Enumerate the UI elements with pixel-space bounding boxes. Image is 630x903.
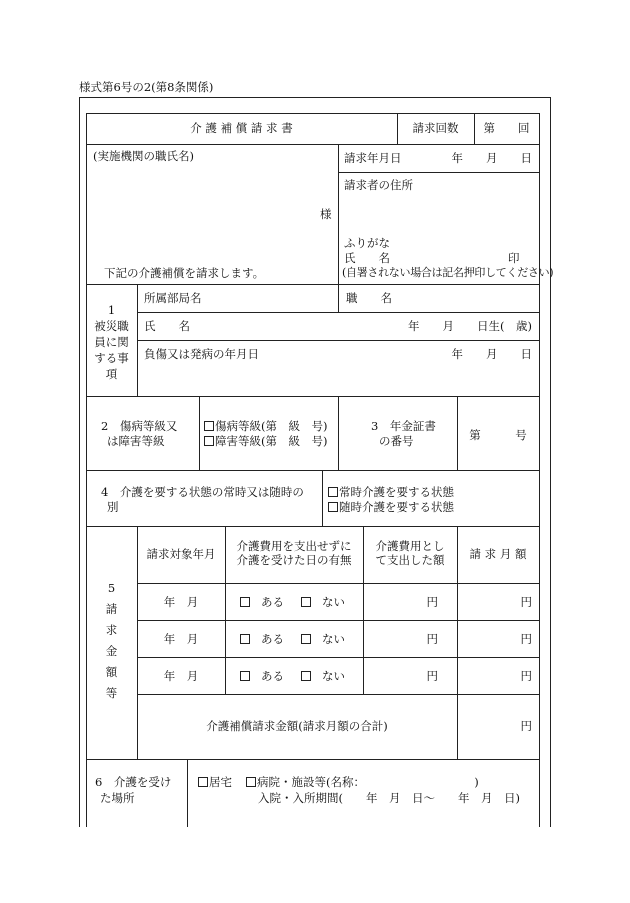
injury-date-label: 負傷又は発病の年月日 [144,347,259,361]
total-amount-field[interactable]: 円 [520,719,532,733]
row-month[interactable]: 年 月 [163,632,199,646]
checkbox-icon [328,487,338,497]
checkbox-icon [204,421,214,431]
position-label: 職 名 [346,291,392,305]
checkbox-icon [240,634,250,644]
row-month[interactable]: 年 月 [163,669,199,683]
seal-mark: 印 [508,251,520,265]
row-option-yes[interactable]: ある [240,595,284,609]
recipient-org-field[interactable] [93,163,333,263]
row-option-yes[interactable]: ある [240,669,284,683]
grade-option-disability[interactable]: 障害等級(第 級 号) [204,434,327,448]
section3-label-line2: の番号 [379,434,414,448]
admission-period-field[interactable]: 入院・入所期間( 年 月 日〜 年 月 日) [258,791,520,805]
pension-number-field[interactable]: 第 号 [469,428,527,442]
header-care-days: 介護費用を支出せずに 介護を受けた日の有無 [236,539,352,568]
row-paid[interactable]: 円 [426,595,438,609]
claim-date-label: 請求年月日 [344,151,402,165]
furigana-label: ふりがな [344,236,390,250]
row-paid[interactable]: 円 [426,669,438,683]
section1-label: 1 被災職 員に関 する事 項 [94,303,129,381]
place-option-home[interactable]: 居宅 [198,775,232,789]
total-label: 介護補償請求金額(請求月額の合計) [206,719,388,733]
birth-date-field[interactable]: 年 月 日生( 歳) [408,319,532,333]
care-option-constant[interactable]: 常時介護を要する状態 [328,485,454,499]
injury-date-field[interactable]: 年 月 日 [451,347,532,361]
header-target-month: 請求対象年月 [146,547,216,561]
row-paid[interactable]: 円 [426,632,438,646]
header-expense: 介護費用とし て支出した額 [375,539,445,568]
victim-name-label: 氏 名 [144,319,190,333]
checkbox-icon [328,502,338,512]
row-option-no[interactable]: ない [301,595,345,609]
row-claim[interactable]: 円 [520,595,532,609]
claim-count-label: 請求回数 [412,121,459,135]
section5-label: 5 請 求 金 額 等 [105,581,118,700]
checkbox-icon [198,777,208,787]
claimant-address-label: 請求者の住所 [344,178,413,192]
section4-label-line1: 4 介護を要する状態の常時又は随時の [101,485,304,499]
claimant-address-field[interactable] [344,192,534,232]
request-text: 下記の介護補償を請求します。 [104,266,265,280]
section2-label-line1: 2 傷病等級又 [101,419,178,433]
place-option-facility[interactable]: 病院・施設等(名称： ) [246,775,479,789]
claim-date-field[interactable]: 年 月 日 [451,151,532,165]
section6-label-line2: た場所 [100,791,135,805]
header-monthly-claim: 請 求 月 額 [469,547,527,561]
checkbox-icon [246,777,256,787]
section3-label-line1: 3 年金証書 [371,419,436,433]
checkbox-icon [240,597,250,607]
dept-label: 所属部局名 [144,291,202,305]
row-claim[interactable]: 円 [520,669,532,683]
recipient-org-label: (実施機関の職氏名) [93,149,194,163]
row-option-no[interactable]: ない [301,632,345,646]
form-id: 様式第6号の2(第8条関係) [79,80,214,94]
checkbox-icon [204,436,214,446]
claim-count-field[interactable]: 第 回 [483,121,530,135]
honorific: 様 [320,207,332,221]
checkbox-icon [301,671,311,681]
seal-note: (自署されない場合は記名押印してください) [342,266,554,279]
grade-option-injury[interactable]: 傷病等級(第 級 号) [204,419,327,433]
row-month[interactable]: 年 月 [163,595,199,609]
claimant-name-label: 氏 名 [344,251,390,265]
section2-label-line2: は障害等級 [107,434,165,448]
row-option-yes[interactable]: ある [240,632,284,646]
checkbox-icon [301,634,311,644]
checkbox-icon [301,597,311,607]
care-option-occasional[interactable]: 随時介護を要する状態 [328,500,454,514]
row-claim[interactable]: 円 [520,632,532,646]
form-title: 介 護 補 償 請 求 書 [190,121,293,135]
section4-label-line2: 別 [107,500,119,514]
checkbox-icon [240,671,250,681]
section6-label-line1: 6 介護を受け [95,775,172,789]
row-option-no[interactable]: ない [301,669,345,683]
